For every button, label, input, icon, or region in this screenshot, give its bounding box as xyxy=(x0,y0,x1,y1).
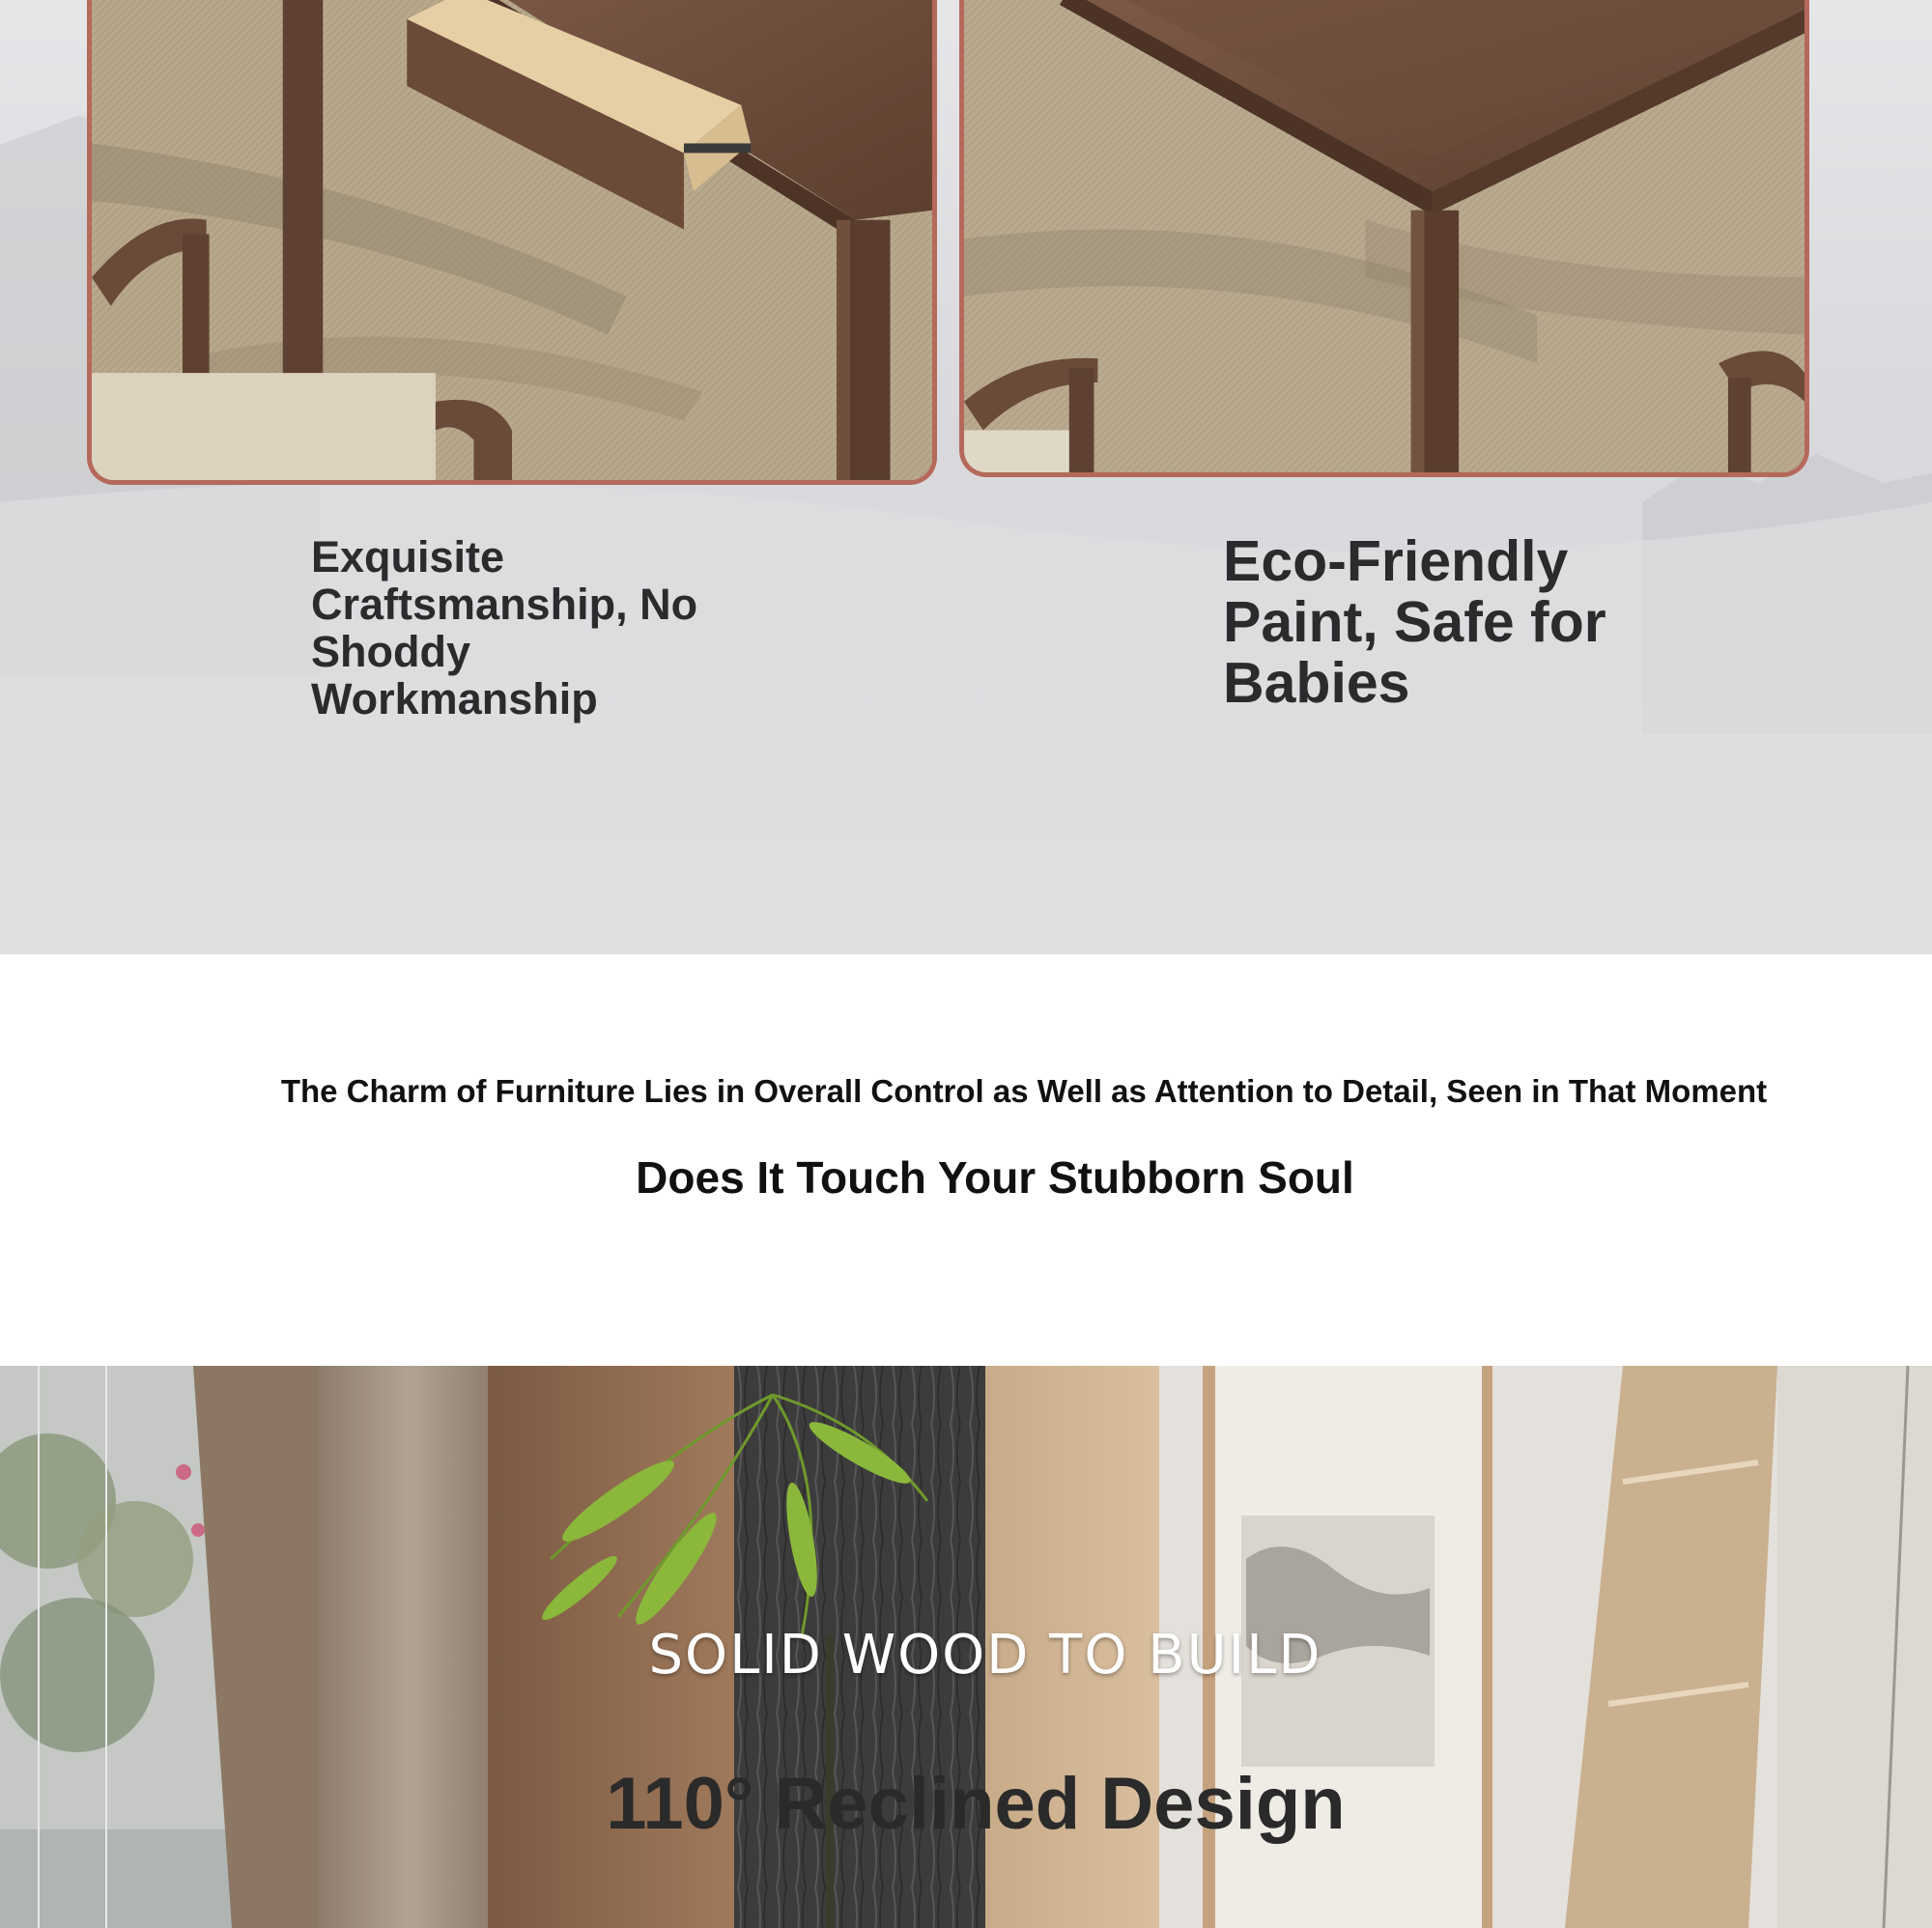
table-corner-photo xyxy=(959,0,1809,477)
solid-wood-subtitle: SOLID WOOD TO BUILD xyxy=(648,1624,1322,1687)
interior-hero xyxy=(0,1366,1932,1928)
quote-line-primary: The Charm of Furniture Lies in Overall Control as Well as Attention to Detail, Seen in That Moment xyxy=(280,1073,1768,1109)
feature-section xyxy=(0,0,1932,954)
eco-paint-caption: Eco-Friendly Paint, Safe for Babies xyxy=(1223,529,1606,715)
quote-line-secondary: Does It Touch Your Stubborn Soul xyxy=(636,1152,1354,1203)
quote-section xyxy=(0,954,1932,1366)
reclined-design-heading: 110° Reclined Design xyxy=(606,1763,1346,1845)
drawer-detail-photo xyxy=(87,0,937,485)
craftsmanship-caption: Exquisite Craftsmanship, No Shoddy Workmanship xyxy=(311,532,698,723)
